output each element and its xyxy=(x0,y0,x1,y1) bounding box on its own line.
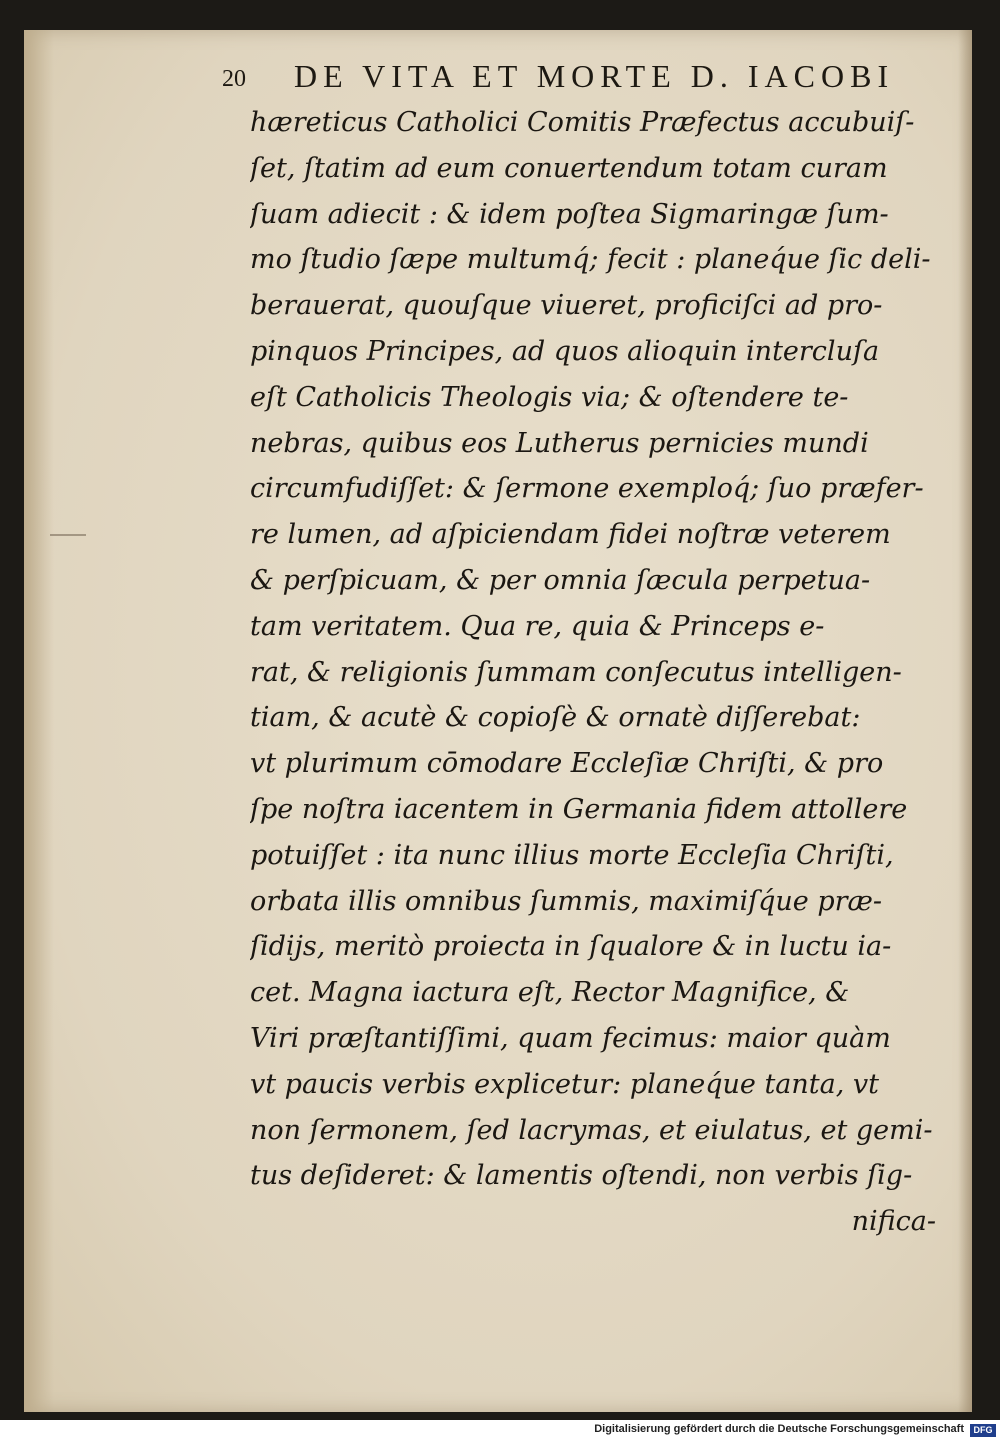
text-line: ſpe noſtra iacentem in Germania fidem attollere xyxy=(250,793,908,825)
text-line: re lumen, ad aſpiciendam fidei noſtræ veterem xyxy=(250,519,891,551)
text-line: non ſermonem, ſed lacrymas, et eiulatus, et gemi- xyxy=(250,1114,933,1146)
dfg-logo-icon: DFG xyxy=(970,1424,996,1437)
footer-bar xyxy=(0,1420,1000,1442)
margin-mark xyxy=(50,534,86,536)
text-line: nebras, quibus eos Lutherus pernicies mundi xyxy=(250,427,869,459)
funding-credit: Digitalisierung gefördert durch die Deutsche Forschungsgemeinschaft xyxy=(594,1423,964,1435)
text-line: potuiſſet : ita nunc illius morte Eccleſia Chriſti, xyxy=(250,839,894,871)
text-line: cet. Magna iactura eſt, Rector Magnifice, & xyxy=(250,977,850,1009)
catchword: nifica- xyxy=(851,1206,936,1238)
text-line: mo ſtudio ſæpe multumq́; fecit : planeq́ue ſic deli- xyxy=(250,244,931,276)
body-text xyxy=(250,100,940,1245)
text-line: Viri præſtantiſſimi, quam fecimus: maior quàm xyxy=(250,1022,891,1054)
text-line: eſt Catholicis Theologis via; & oſtendere te- xyxy=(250,381,849,413)
text-line: ſet, ſtatim ad eum conuertendum totam curam xyxy=(250,152,888,184)
page-number: 20 xyxy=(222,66,246,92)
text-line: tam veritatem. Qua re, quia & Princeps e- xyxy=(250,610,825,642)
text-line: circumfudiſſet: & ſermone exemploq́; ſuo præfer- xyxy=(250,473,924,505)
text-line: tus deſideret: & lamentis oſtendi, non verbis ſig- xyxy=(250,1160,913,1192)
text-line: vt plurimum cōmodare Eccleſiæ Chriſti, & pro xyxy=(250,748,884,780)
text-line: hæreticus Catholici Comitis Præfectus accubuiſ- xyxy=(250,107,915,138)
text-line: & perſpicuam, & per omnia ſæcula perpetua- xyxy=(250,564,871,596)
text-line: tiam, & acutè & copioſè & ornatè diſſerebat: xyxy=(250,702,861,734)
page-header xyxy=(222,52,902,102)
text-line: orbata illis omnibus ſummis, maximiſq́ue præ- xyxy=(250,885,883,917)
page-edge-shadow xyxy=(958,30,972,1412)
page-gutter-shadow xyxy=(24,30,54,1412)
running-title: DE VITA ET MORTE D. IACOBI xyxy=(294,58,895,94)
text-line: pinquos Principes, ad quos alioquin intercluſa xyxy=(250,335,880,367)
text-line: vt paucis verbis explicetur: planeq́ue tanta, vt xyxy=(250,1068,880,1100)
text-line: berauerat, quouſque viueret, proficiſci ad pro- xyxy=(250,290,883,322)
text-line: ſidijs, meritò proiecta in ſqualore & in luctu ia- xyxy=(250,931,892,963)
text-line: ſuam adiecit : & idem poſtea Sigmaringæ ſum- xyxy=(250,198,889,230)
text-line: rat, & religionis ſummam conſecutus intelligen- xyxy=(250,656,902,688)
